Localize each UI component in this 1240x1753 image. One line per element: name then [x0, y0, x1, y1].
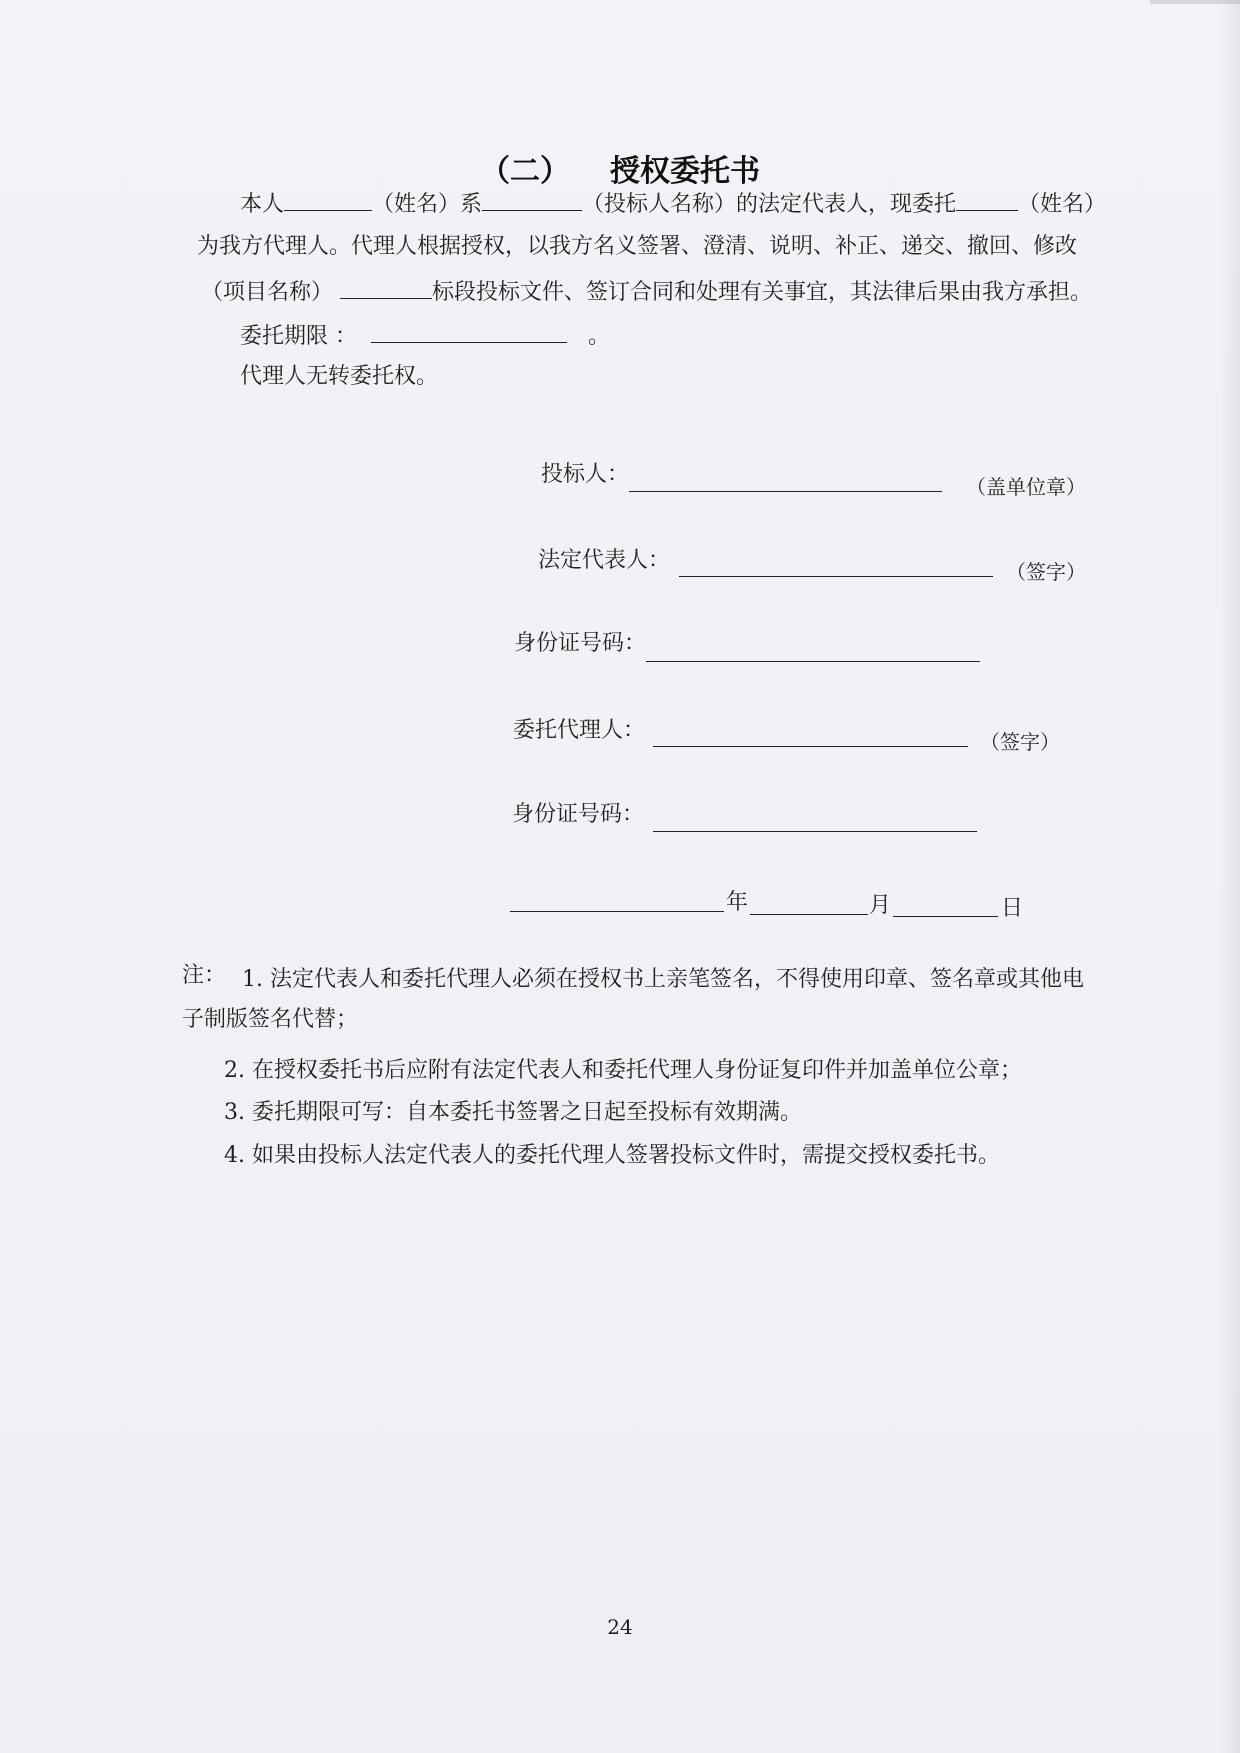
legal-rep-sign-note: （签字） [1006, 560, 1086, 584]
legal-rep-label: 法定代表人： [538, 548, 671, 573]
year-label: 年 [726, 890, 749, 915]
term-label: 委托期限 ： [240, 324, 357, 349]
agent-signature-line[interactable] [653, 746, 968, 747]
note-1a: 1. 法定代表人和委托代理人必须在授权书上亲笔签名，不得使用印章、签名章或其他电 [242, 967, 1084, 992]
title-text: 授权委托书 [610, 154, 760, 189]
term-blank[interactable] [371, 320, 567, 343]
notes-lead: 注： [182, 963, 227, 988]
year-blank[interactable] [510, 911, 724, 912]
page-number: 24 [607, 1615, 633, 1639]
day-blank[interactable] [893, 916, 998, 917]
month-blank[interactable] [750, 914, 868, 915]
name-blank[interactable] [284, 188, 372, 211]
bidder-label: 投标人： [541, 462, 630, 487]
paragraph-line-3 [201, 276, 1092, 308]
paragraph-line-1 [240, 188, 1106, 220]
agent-label: 委托代理人： [513, 718, 646, 743]
text-principal: 本人 [240, 192, 285, 217]
term-end: 。 [587, 324, 610, 349]
project-name-blank[interactable] [340, 276, 432, 299]
bidder-signature-line[interactable] [629, 491, 942, 492]
bidder-seal-note: （盖单位章） [966, 475, 1086, 499]
id-number-line-1[interactable] [646, 661, 980, 662]
no-transfer-text: 代理人无转委托权。 [240, 364, 439, 389]
page-title [0, 146, 1240, 190]
note-3: 3. 委托期限可写：自本委托书签署之日起至投标有效期满。 [224, 1100, 802, 1125]
text-legal-rep-entrust: （投标人名称）的法定代表人，现委托 [582, 192, 957, 217]
text-project-name: （项目名称） [201, 280, 334, 305]
term-line [240, 320, 610, 352]
scan-edge-shadow [1218, 0, 1240, 1753]
bidder-name-blank[interactable] [482, 188, 582, 211]
text-name-2: （姓名） [1018, 192, 1107, 217]
agent-sign-note: （签字） [980, 730, 1060, 754]
note-1b: 子制版签名代替； [182, 1007, 359, 1032]
note-2: 2. 在授权委托书后应附有法定代表人和委托代理人身份证复印件并加盖单位公章； [224, 1058, 1022, 1083]
text-name-is: （姓名）系 [372, 192, 483, 217]
title-number: （二） [480, 154, 570, 189]
paragraph-line-2: 为我方代理人。代理人根据授权，以我方名义签署、澄清、说明、补正、递交、撤回、修改 [197, 234, 1078, 259]
month-label: 月 [869, 893, 892, 918]
day-label: 日 [1001, 896, 1024, 921]
id-number-label-2: 身份证号码： [512, 802, 645, 827]
legal-rep-signature-line[interactable] [679, 576, 993, 577]
id-number-label-1: 身份证号码： [514, 631, 647, 656]
text-section-documents: 标段投标文件、签订合同和处理有关事宜，其法律后果由我方承担。 [432, 280, 1093, 305]
note-4: 4. 如果由投标人法定代表人的委托代理人签署投标文件时，需提交授权委托书。 [224, 1143, 1000, 1168]
agent-name-blank[interactable] [956, 188, 1018, 211]
id-number-line-2[interactable] [653, 831, 977, 832]
